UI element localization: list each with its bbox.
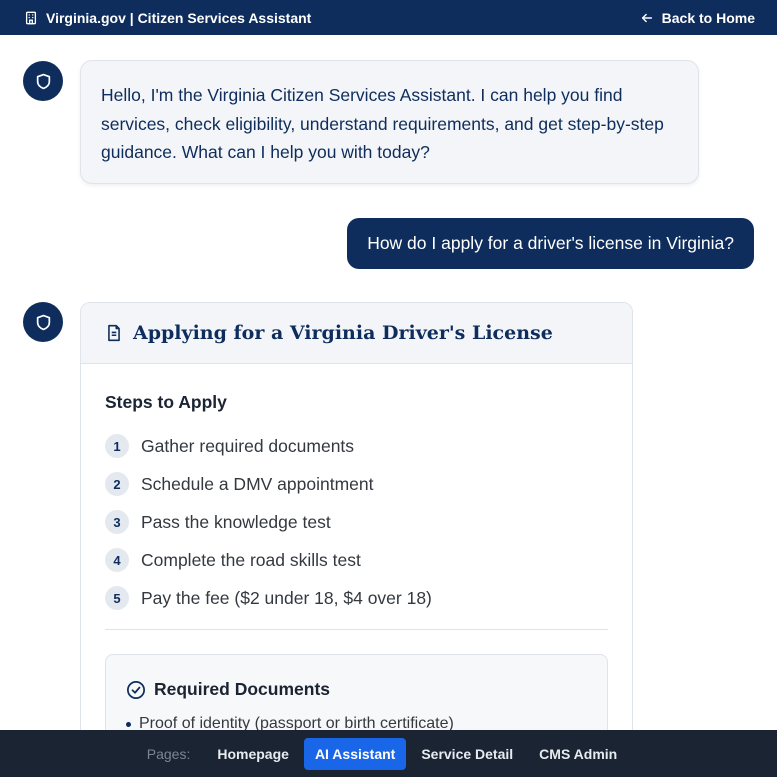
check-circle-icon — [126, 680, 146, 700]
license-guide-card — [80, 302, 633, 730]
step-text: Pass the knowledge test — [141, 511, 331, 532]
assistant-avatar — [23, 302, 63, 342]
step-text: Schedule a DMV appointment — [141, 473, 374, 494]
page-link-ai-assistant[interactable]: AI Assistant — [304, 738, 406, 770]
docs-heading-text: Required Documents — [154, 679, 330, 699]
top-bar — [0, 0, 777, 35]
building-icon — [24, 11, 38, 25]
shield-icon — [35, 73, 52, 90]
card-header — [81, 303, 632, 364]
doc-text: Proof of identity (passport or birth certificate) — [139, 715, 454, 730]
arrow-left-icon — [640, 11, 654, 25]
bullet — [126, 722, 131, 727]
chat-area[interactable] — [0, 35, 777, 730]
step-item — [105, 503, 608, 541]
card-title: Applying for a Virginia Driver's License — [133, 322, 553, 344]
step-number: 3 — [105, 510, 129, 534]
shield-icon — [35, 314, 52, 331]
step-text: Complete the road skills test — [141, 549, 361, 570]
step-text: Pay the fee ($2 under 18, $4 over 18) — [141, 587, 432, 608]
back-to-home-link[interactable] — [640, 10, 755, 26]
list-item — [126, 715, 587, 730]
step-item — [105, 541, 608, 579]
card-body — [81, 364, 632, 730]
step-number: 2 — [105, 472, 129, 496]
page-link-service-detail[interactable]: Service Detail — [421, 745, 514, 762]
steps-list — [105, 427, 608, 617]
step-text: Gather required documents — [141, 435, 355, 456]
divider — [105, 629, 608, 630]
brand[interactable] — [24, 10, 311, 26]
pages-nav — [0, 730, 777, 777]
step-item — [105, 427, 608, 465]
user-message: How do I apply for a driver's license in Virginia? — [347, 218, 754, 269]
back-label: Back to Home — [661, 9, 755, 26]
assistant-avatar — [23, 61, 63, 101]
page-link-cms-admin[interactable]: CMS Admin — [539, 745, 618, 762]
docs-heading — [126, 679, 587, 700]
page-link-homepage[interactable]: Homepage — [217, 745, 289, 762]
steps-heading: Steps to Apply — [105, 392, 227, 412]
step-item — [105, 465, 608, 503]
step-item — [105, 579, 608, 617]
assistant-greeting-message: Hello, I'm the Virginia Citizen Services Assistant. I can help you find services, check eligibility, understand requirements, and get step-by-step guidance. What can I help you with today? — [80, 60, 699, 184]
step-number: 1 — [105, 434, 129, 458]
pages-label: Pages: — [146, 745, 191, 762]
step-number: 5 — [105, 586, 129, 610]
required-documents-panel — [105, 654, 608, 730]
step-number: 4 — [105, 548, 129, 572]
document-icon — [105, 324, 123, 342]
brand-title: Virginia.gov | Citizen Services Assistant — [46, 9, 312, 26]
